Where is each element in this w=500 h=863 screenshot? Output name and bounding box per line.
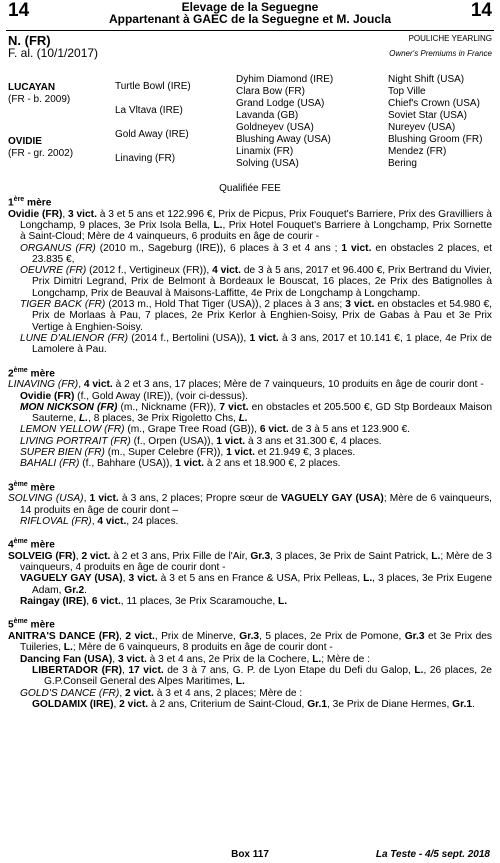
- dam-name: OVIDIE: [8, 136, 42, 147]
- box-number: Box 117: [231, 849, 269, 860]
- horse-name: N. (FR): [8, 33, 51, 48]
- grandparent: Linaving (FR): [115, 153, 176, 164]
- great-grandparent: Goldneyev (USA): [236, 122, 314, 133]
- vendor-line-1: Elevage de la Seguegne: [181, 0, 319, 14]
- section-heading-1st-dam: 1ère mère: [8, 196, 52, 209]
- great-grandparent: Grand Lodge (USA): [236, 98, 325, 109]
- entry-goldamix: GOLDAMIX (IRE), 2 vict. à 2 ans, Criterium de Saint-Cloud, Gr.1, 3e Prix de Diane Hermes, Gr.1.: [32, 698, 475, 710]
- entry-organus: ORGANUS (FR) (2010 m., Sageburg (IRE)), 6 places à 3 et 4 ans ; 1 vict. en obstacles 2 places, et 23.835 €,: [20, 242, 492, 265]
- great-grandparent: Blushing Away (USA): [236, 134, 331, 145]
- gg-grandparent: Night Shift (USA): [388, 74, 465, 85]
- header-divider: [6, 30, 494, 31]
- qualification: Qualifiée FEE: [219, 183, 281, 194]
- vendor-line-2: Appartenant à GAEC de la Seguegne et M. Joucla: [108, 12, 392, 26]
- entry-vaguely-gay: VAGUELY GAY (USA), 3 vict. à 3 et 5 ans en France & USA, Prix Pelleas, L., 3 places, 3e Prix Eugene Adam, Gr.2.: [20, 573, 493, 596]
- sire-name: LUCAYAN: [8, 82, 56, 93]
- entry-solveig: SOLVEIG (FR), 2 vict. à 2 et 3 ans, Prix Fille de l'Air, Gr.3, 3 places, 3e Prix de Saint Patrick, L.; Mère de 3 vainqueurs, 4 produits en âge de courir dont -: [8, 550, 492, 574]
- grandparent: Turtle Bowl (IRE): [115, 81, 191, 92]
- entry-super-bien: SUPER BIEN (FR) (m., Super Celebre (FR)), 1 vict. et 21.949 €, 3 places.: [20, 447, 356, 459]
- gg-grandparent: Top Ville: [388, 86, 426, 97]
- entry-solving: SOLVING (USA), 1 vict. à 3 ans, 2 places; Propre sœur de VAGUELY GAY (USA); Mère de 6 vainqueurs, 14 produits en âge de courir dont –: [8, 493, 492, 516]
- sire-info: (FR - b. 2009): [8, 94, 71, 105]
- grandparent: La Vltava (IRE): [115, 105, 183, 116]
- dam-info: (FR - gr. 2002): [8, 148, 74, 159]
- section-heading-4th-dam: 4ème mère: [8, 538, 55, 551]
- vendor-block: [60, 1, 440, 25]
- entry-tiger-back: TIGER BACK (FR) (2013 m., Hold That Tiger (USA)), 2 places à 3 ans; 3 vict. en obstacles et 54.980 €, Prix de Morlaas à Pau, 7 places, 2e Prix Kerlor à Enghien-Soisy, Prix de Gabas à Pau et 3e Prix Vertige à Enghien-Soisy.: [20, 299, 492, 333]
- great-grandparent: Solving (USA): [236, 158, 299, 169]
- sex-description: POULICHE YEARLING: [408, 34, 492, 43]
- gg-grandparent: Chief's Crown (USA): [388, 98, 480, 109]
- entry-golds-dance: GOLD'S DANCE (FR), 2 vict. à 3 et 4 ans, 2 places; Mère de :: [20, 687, 303, 699]
- entry-dancing-fan: Dancing Fan (USA), 3 vict. à 3 et 4 ans, 2e Prix de la Cochere, L.; Mère de :: [20, 653, 370, 665]
- entry-bahali: BAHALI (FR) (f., Bahhare (USA)), 1 vict. à 2 ans et 18.900 €, 2 places.: [20, 458, 341, 470]
- grandparent: Gold Away (IRE): [115, 129, 189, 140]
- birth-info: F. al. (10/1/2017): [8, 46, 99, 60]
- entry-living-portrait: LIVING PORTRAIT (FR) (f., Orpen (USA)), 1 vict. à 3 ans et 31.300 €, 4 places.: [20, 435, 382, 447]
- entry-ovidie: Ovidie (FR), 3 vict. à 3 et 5 ans et 122.996 €, Prix de Picpus, Prix Fouquet's Barriere, Prix des Gravilliers à Longchamp, 9 places, 3e Prix Isola Bella, L., Prix Hotel Fouquet's Barriere à Longchamp, Prix Sornette à Saint-Cloud; Mère de 4 vainqueurs, 6 produits en âge de courir -: [8, 208, 492, 243]
- premiums-note: Owner's Premiums in France: [389, 49, 492, 58]
- great-grandparent: Clara Bow (FR): [236, 86, 305, 97]
- gg-grandparent: Soviet Star (USA): [388, 110, 467, 121]
- gg-grandparent: Bering: [388, 158, 417, 169]
- lot-number-right: 14: [470, 0, 492, 21]
- gg-grandparent: Nureyev (USA): [388, 122, 456, 133]
- gg-grandparent: Blushing Groom (FR): [388, 134, 483, 145]
- entry-ovidie-ref: Ovidie (FR) (f., Gold Away (IRE)), (voir ci-dessus).: [20, 390, 248, 402]
- sale-name: La Teste - 4/5 sept. 2018: [375, 849, 490, 860]
- entry-anitras-dance: ANITRA'S DANCE (FR), 2 vict., Prix de Minerve, Gr.3, 5 places, 2e Prix de Pomone, Gr.3 et 3e Prix des Tuileries, L.; Mère de 6 vainqueurs, 8 produits en âge de courir dont -: [8, 631, 493, 654]
- entry-raingay: Raingay (IRE), 6 vict., 11 places, 3e Prix Scaramouche, L.: [20, 596, 288, 608]
- entry-lemon-yellow: LEMON YELLOW (FR) (m., Grape Tree Road (GB)), 6 vict. de 3 à 5 ans et 123.900 €.: [20, 424, 410, 436]
- great-grandparent: Linamix (FR): [236, 146, 294, 157]
- lot-number: 14: [8, 0, 30, 21]
- entry-linaving: LINAVING (FR), 4 vict. à 2 et 3 ans, 17 places; Mère de 7 vainqueurs, 10 produits en âge de courir dont -: [8, 379, 484, 391]
- family-notes: [8, 194, 492, 710]
- entry-mon-nickson: MON NICKSON (FR) (m., Nickname (FR)), 7 vict. en obstacles et 205.500 €, GD Stp Bordeaux Maison Sauterne, L., 8 places, 3e Prix Rigoletto Chs, L.: [20, 401, 492, 425]
- section-heading-5th-dam: 5ème mère: [8, 618, 55, 631]
- gg-grandparent: Mendez (FR): [388, 146, 447, 157]
- entry-rifloval: RIFLOVAL (FR), 4 vict., 24 places.: [20, 515, 179, 527]
- entry-oeuvre: OEUVRE (FR) (2012 f., Vertigineux (FR)), 4 vict. de 3 à 5 ans, 2017 et 96.400 €, Prix Bertrand du Vivier, Prix Dimitri Legrand, Prix de Belmont à Bordeaux le Bouscat, 16 places, 2e Prix des Batignolles à Longchamp, Prix de Beauval à Maisons-Laffitte, 4e Prix de Longchamp à Longchamp.: [20, 265, 493, 299]
- section-heading-3rd-dam: 3ème mère: [8, 480, 55, 493]
- section-heading-2nd-dam: 2ème mère: [8, 366, 55, 379]
- entry-lune-dalienor: LUNE D'ALIENOR (FR) (2014 f., Bertolini (USA)), 1 vict. à 3 ans, 2017 et 10.141 €, 1 place, 4e Prix de Lamolere à Pau.: [20, 332, 492, 356]
- entry-libertador: LIBERTADOR (FR), 17 vict. de 3 à 7 ans, G. P. de Lyon Etape du Defi du Galop, L., 26 places, 2e G.P.Conseil General des Alpes Maritimes, L.: [32, 664, 492, 688]
- great-grandparent: Dyhim Diamond (IRE): [236, 74, 334, 85]
- great-grandparent: Lavanda (GB): [236, 110, 299, 121]
